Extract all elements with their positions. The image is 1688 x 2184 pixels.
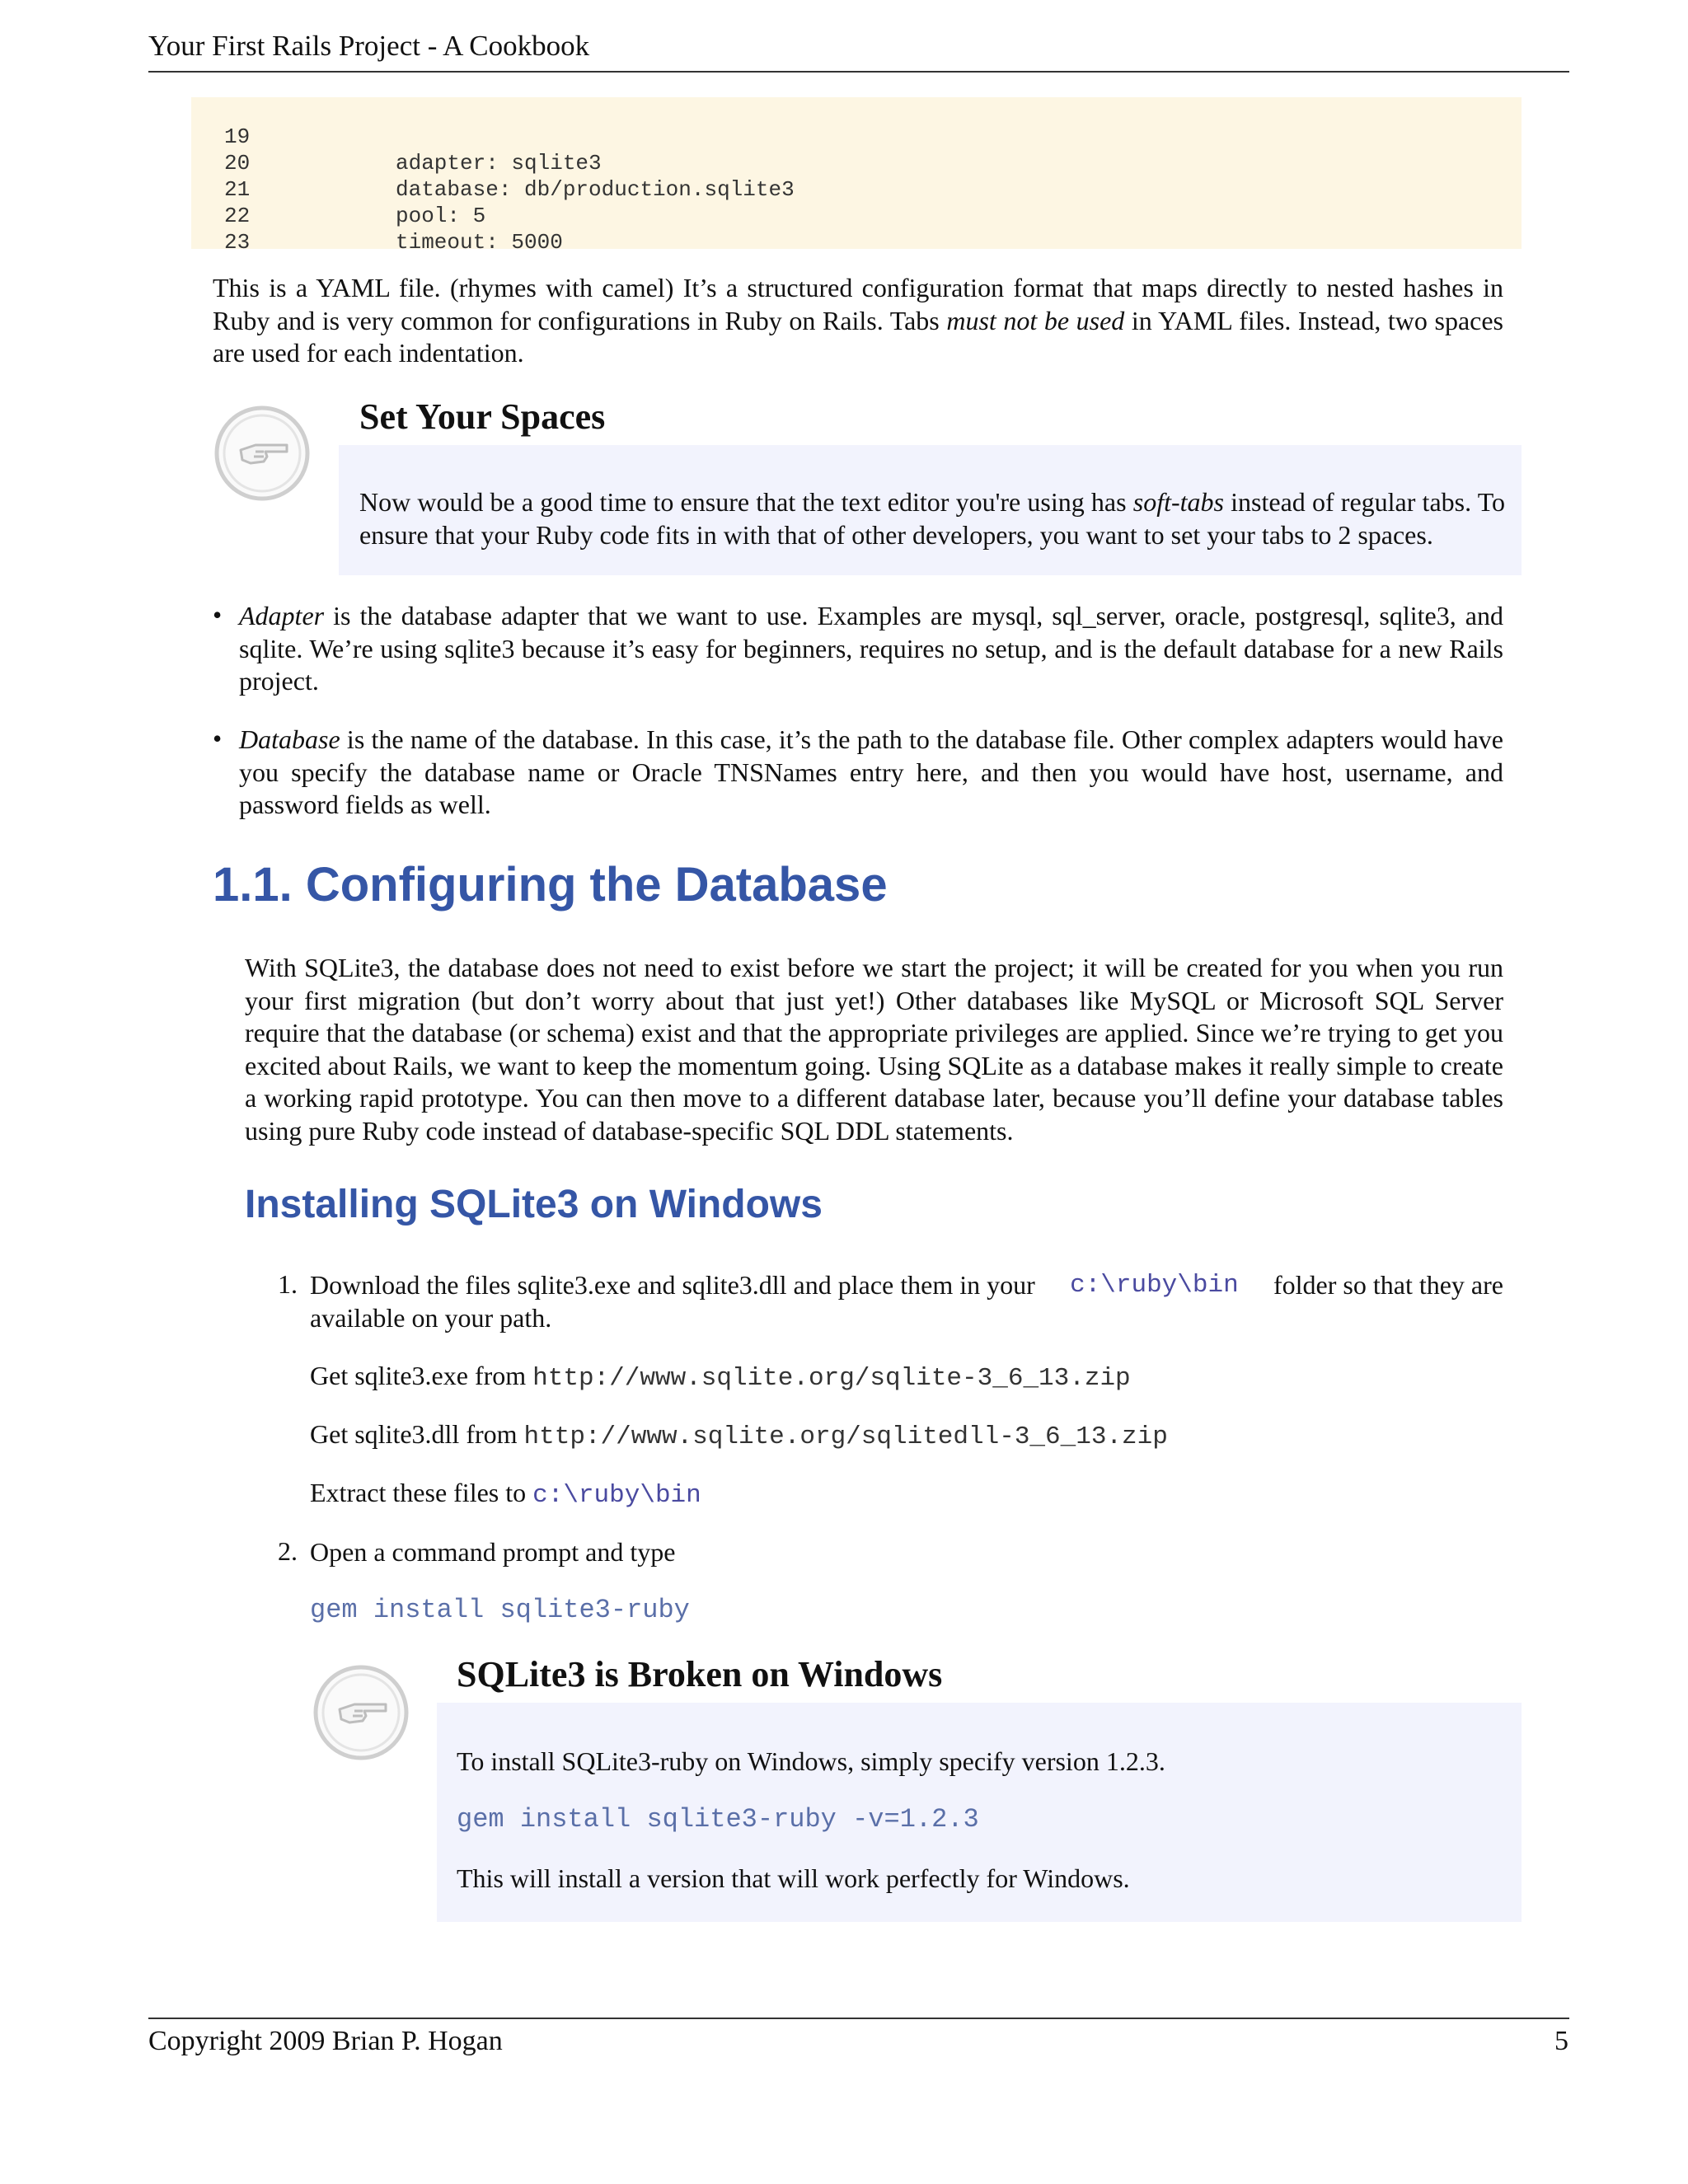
note-title: SQLite3 is Broken on Windows xyxy=(457,1654,943,1694)
section-heading: 1.1. Configuring the Database xyxy=(213,858,888,912)
code-text: pool: 5 xyxy=(396,204,486,228)
line-number: 23 xyxy=(224,230,251,255)
step1-text: Download the files sqlite3.exe and sqlite3.dll and place them in your xyxy=(310,1270,1042,1300)
footer-rule xyxy=(148,2018,1569,2019)
note-text-start: Now would be a good time to ensure that the text editor you're using has xyxy=(359,487,1133,517)
code-line xyxy=(191,203,269,255)
line-number: 19 xyxy=(224,124,251,149)
list-number: 1. xyxy=(278,1269,298,1299)
subsection-heading: Installing SQLite3 on Windows xyxy=(245,1183,823,1226)
bullet-text: is the name of the database. In this case, it’s the path to the database file. Other complex adapters would have you specify the database name or Oracle TNSNames entry here, and then you would have host, username, and password fields as well. xyxy=(239,724,1503,819)
get-exe-label: Get sqlite3.exe from xyxy=(310,1361,533,1390)
line-number: 20 xyxy=(224,151,251,176)
step1-line xyxy=(310,1269,1503,1302)
extract-line xyxy=(310,1477,701,1512)
header-rule xyxy=(148,71,1569,73)
note-text: This will install a version that will work perfectly for Windows. xyxy=(457,1863,1130,1893)
install-command: gem install sqlite3-ruby xyxy=(310,1595,690,1625)
footer-copyright: Copyright 2009 Brian P. Hogan xyxy=(148,2026,503,2056)
line-number: 21 xyxy=(224,177,251,202)
extract-path: c:\ruby\bin xyxy=(532,1481,701,1510)
page-number: 5 xyxy=(1554,2026,1568,2056)
code-text: database: db/production.sqlite3 xyxy=(396,177,795,202)
intro-text: This is a YAML file. (rhymes with camel) It’s a structured configuration format that maps directly to nested hashes in Ruby and is very common for configurations in Ruby on Rails. Tabs xyxy=(213,273,1503,335)
note-emphasis: soft-tabs xyxy=(1132,487,1224,517)
extract-label: Extract these files to xyxy=(310,1478,533,1507)
pointing-hand-icon xyxy=(213,404,312,503)
code-text: adapter: sqlite3 xyxy=(396,151,602,176)
bullet-marker: • xyxy=(213,600,223,630)
step2-text: Open a command prompt and type xyxy=(310,1537,676,1567)
code-text: timeout: 5000 xyxy=(396,230,563,255)
note-box xyxy=(339,445,1522,575)
intro-emphasis: must not be used xyxy=(946,305,1125,335)
bullet-text: is the database adapter that we want to use. Examples are mysql, sql_server, oracle, postgresql, sqlite3, and sqlite. We’re using sqlite3 because it’s easy for beginners, requires no setup, and is the default database for a new Rails project. xyxy=(239,601,1503,696)
note-text: To install SQLite3-ruby on Windows, simply specify version 1.2.3. xyxy=(457,1746,1165,1776)
list-number: 2. xyxy=(278,1536,298,1566)
get-dll-line xyxy=(310,1418,1168,1454)
running-header: Your First Rails Project - A Cookbook xyxy=(148,30,590,62)
code-listing xyxy=(191,97,1522,255)
note-text xyxy=(359,486,1505,551)
note-box xyxy=(437,1703,1522,1922)
note-command: gem install sqlite3-ruby -v=1.2.3 xyxy=(457,1804,979,1835)
bullet-item xyxy=(239,724,1503,822)
bullet-term: Database xyxy=(239,724,340,754)
bullet-marker: • xyxy=(213,724,223,753)
section-paragraph: With SQLite3, the database does not need to exist before we start the project; it will be created for you when you run your first migration (but don’t worry about that just yet!) Other databases like MySQL or Microsoft SQL Server require that the database (or schema) exist and that the appropriate privileges are applied. Since we’re trying to get you excited about Rails, we want to keep the momentum going. Using SQLite as a database makes it really simple to create a working rapid prototype. You can then move to a different database later, because you’ll define your database tables using pure Ruby code instead of database-specific SQL DDL statements. xyxy=(245,953,1503,1146)
step1-line2: available on your path. xyxy=(310,1303,552,1333)
dll-url: http://www.sqlite.org/sqlitedll-3_6_13.zip xyxy=(523,1422,1168,1451)
bullet-item xyxy=(239,600,1503,698)
pointing-hand-icon xyxy=(312,1663,410,1762)
bullet-term: Adapter xyxy=(239,601,325,630)
step1-text-end: folder so that they are xyxy=(1266,1270,1503,1300)
exe-url: http://www.sqlite.org/sqlite-3_6_13.zip xyxy=(532,1364,1131,1393)
intro-paragraph xyxy=(213,272,1503,370)
step1-path: c:\ruby\bin xyxy=(1070,1271,1239,1300)
get-exe-line xyxy=(310,1360,1131,1395)
note-text-end: instead of regular tabs. To ensure that your Ruby code fits in with that of other developers, you want to set your tabs to 2 spaces. xyxy=(359,487,1506,550)
get-dll-label: Get sqlite3.dll from xyxy=(310,1419,524,1449)
line-number: 22 xyxy=(224,204,251,228)
note-title: Set Your Spaces xyxy=(359,396,606,437)
intro-text-end: in YAML files. Instead, two spaces are used for each indentation. xyxy=(213,305,1504,368)
